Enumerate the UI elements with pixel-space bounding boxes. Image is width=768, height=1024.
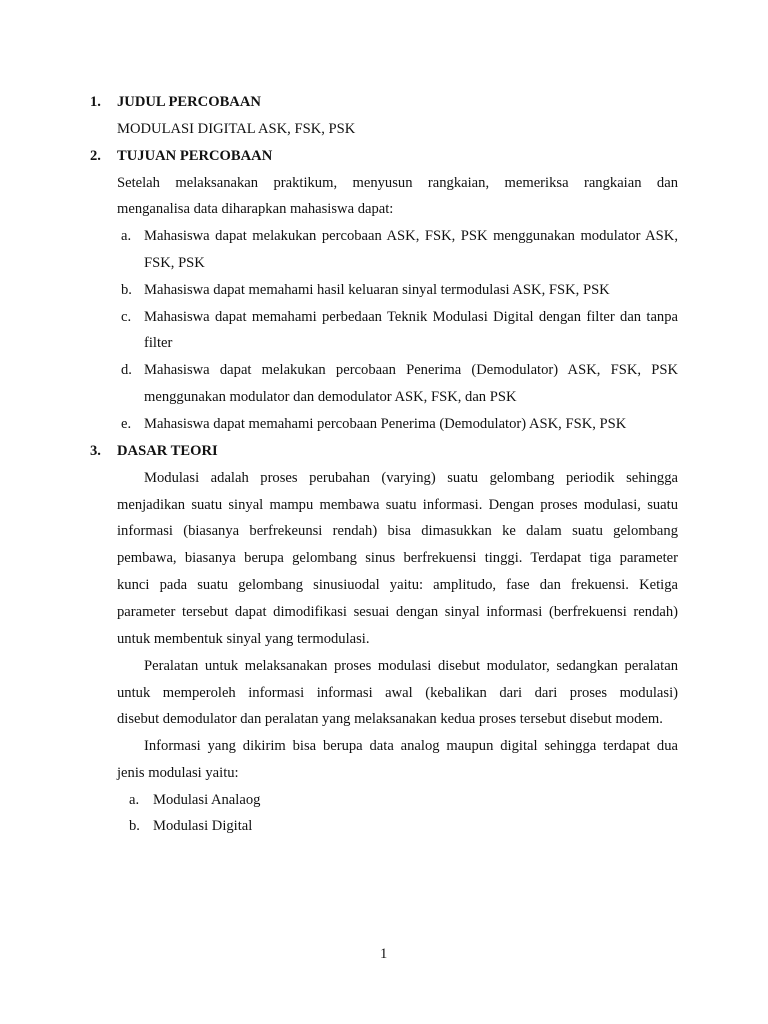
objective-c-line-2: filter bbox=[144, 335, 173, 351]
objective-a-line-1: Mahasiswa dapat melakukan percobaan ASK, FSK, PSK menggunakan modulator ASK, bbox=[144, 228, 678, 244]
objective-a-line-2: FSK, PSK bbox=[144, 255, 205, 271]
objective-marker-e: e. bbox=[121, 416, 132, 432]
objective-intro-line-2: menganalisa data diharapkan mahasiswa dapat: bbox=[117, 201, 394, 217]
theory-p2-line-1: Peralatan untuk melaksanakan proses modulasi disebut modulator, sedangkan peralatan bbox=[144, 658, 678, 674]
objective-marker-d: d. bbox=[121, 362, 132, 378]
section-1-heading: JUDUL PERCOBAAN bbox=[117, 94, 261, 110]
theory-p1-line-6: parameter tersebut dapat dimodifikasi sesuai dengan sinyal informasi (berfrekuensi rendah) bbox=[117, 604, 678, 620]
page-number: 1 bbox=[380, 946, 388, 962]
modulation-type-marker-b: b. bbox=[129, 818, 140, 834]
theory-p2-line-3: disebut demodulator dan peralatan yang melaksanakan kedua proses tersebut disebut modem. bbox=[117, 711, 663, 727]
modulation-type-marker-a: a. bbox=[129, 792, 140, 808]
theory-p3-line-2: jenis modulasi yaitu: bbox=[117, 765, 239, 781]
section-3-heading: DASAR TEORI bbox=[117, 443, 218, 459]
objective-e-line-1: Mahasiswa dapat memahami percobaan Penerima (Demodulator) ASK, FSK, PSK bbox=[144, 416, 627, 432]
theory-p1-line-3: informasi (biasanya berfrekeunsi rendah) bisa dimasukkan ke dalam suatu gelombang bbox=[117, 523, 678, 539]
section-2-number: 2. bbox=[90, 148, 101, 164]
objective-intro-line-1: Setelah melaksanakan praktikum, menyusun rangkaian, memeriksa rangkaian dan bbox=[117, 175, 678, 191]
section-1-number: 1. bbox=[90, 94, 101, 110]
objective-marker-c: c. bbox=[121, 309, 132, 325]
objective-marker-a: a. bbox=[121, 228, 132, 244]
modulation-type-digital: Modulasi Digital bbox=[153, 818, 253, 834]
theory-p1-line-1: Modulasi adalah proses perubahan (varying) suatu gelombang periodik sehingga bbox=[144, 470, 678, 486]
theory-p3-line-1: Informasi yang dikirim bisa berupa data analog maupun digital sehingga terdapat dua bbox=[144, 738, 678, 754]
objective-d-line-1: Mahasiswa dapat melakukan percobaan Penerima (Demodulator) ASK, FSK, PSK bbox=[144, 362, 678, 378]
theory-p1-line-2: menjadikan suatu sinyal mampu membawa suatu informasi. Dengan proses modulasi, suatu bbox=[117, 497, 678, 513]
theory-p1-line-4: pembawa, biasanya berupa gelombang sinus berfrekuensi tinggi. Terdapat tiga parameter bbox=[117, 550, 678, 566]
objective-c-line-1: Mahasiswa dapat memahami perbedaan Teknik Modulasi Digital dengan filter dan tanpa bbox=[144, 309, 678, 325]
objective-b-line-1: Mahasiswa dapat memahami hasil keluaran sinyal termodulasi ASK, FSK, PSK bbox=[144, 282, 610, 298]
theory-p1-line-7: untuk membentuk sinyal yang termodulasi. bbox=[117, 631, 370, 647]
section-3-number: 3. bbox=[90, 443, 101, 459]
objective-d-line-2: menggunakan modulator dan demodulator ASK, FSK, dan PSK bbox=[144, 389, 517, 405]
modulation-type-analog: Modulasi Analaog bbox=[153, 792, 261, 808]
objective-marker-b: b. bbox=[121, 282, 132, 298]
experiment-title: MODULASI DIGITAL ASK, FSK, PSK bbox=[117, 121, 356, 137]
section-2-heading: TUJUAN PERCOBAAN bbox=[117, 148, 273, 164]
theory-p2-line-2: untuk memperoleh informasi informasi awal (kebalikan dari dari proses modulasi) bbox=[117, 685, 678, 701]
theory-p1-line-5: kunci pada suatu gelombang sinusiuodal yaitu: amplitudo, fase dan frekuensi. Ketiga bbox=[117, 577, 678, 593]
